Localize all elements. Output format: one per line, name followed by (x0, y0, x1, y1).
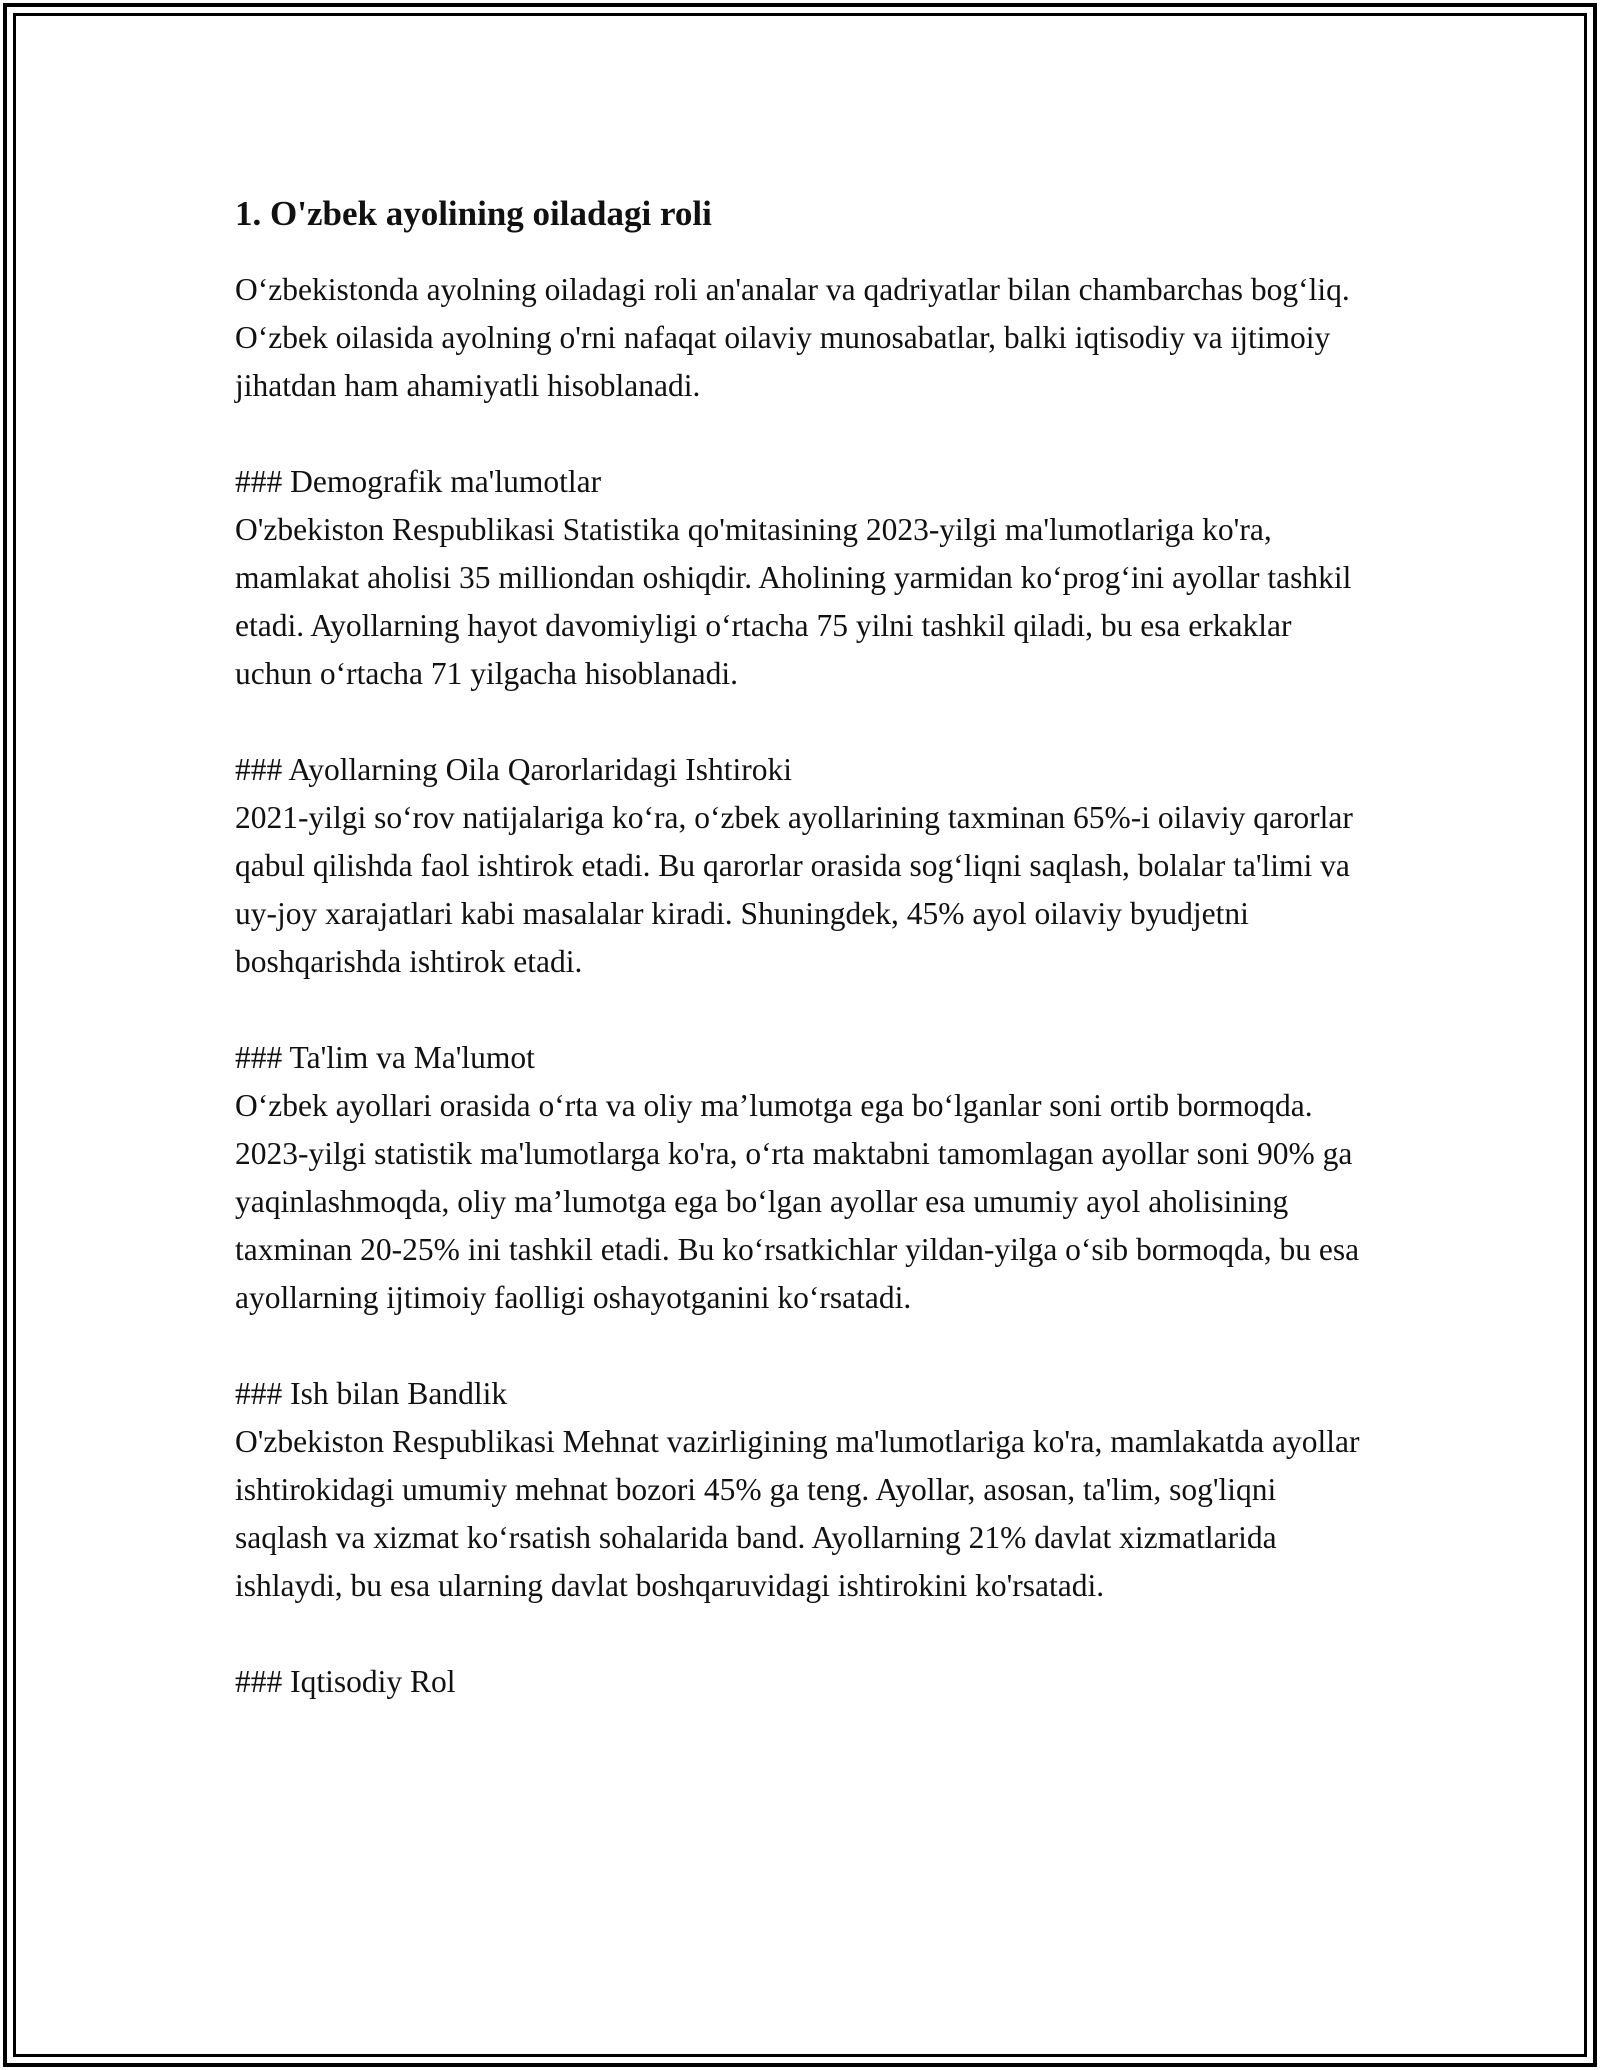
section-paragraph: 2021-yilgi so‘rov natijalariga ko‘ra, o‘zbek ayollarining taxminan 65%-i oilaviy qarorlar qabul qilishda faol ishtirok etadi. Bu qarorlar orasida sog‘liqni saqlash, bolalar ta'limi va uy-joy xarajatlari kabi masalalar kiradi. Shuningdek, 45% ayol oilaviy byudjetni boshqarishda ishtirok etadi. (235, 800, 1353, 979)
section-paragraph: O‘zbek ayollari orasida o‘rta va oliy ma’lumotga ega bo‘lganlar soni ortib bormoqda. 2023-yilgi statistik ma'lumotlarga ko'ra, o‘rta maktabni tamomlagan ayollar soni 90% ga yaqinlashmoqda, oliy ma’lumotga ega bo‘lgan ayollar esa umumiy ayol aholisining taxminan 20-25% ini tashkil etadi. Bu ko‘rsatkichlar yildan-yilga o‘sib bormoqda, bu esa ayollarning ijtimoiy faolligi oshayotganini ko‘rsatadi. (235, 1088, 1360, 1315)
intro-paragraph: O‘zbekistonda ayolning oiladagi roli an'analar va qadriyatlar bilan chambarchas bog‘liq. O‘zbek oilasida ayolning o'rni nafaqat oilaviy munosabatlar, balki iqtisodiy va ijtimoiy jihatdan ham ahamiyatli hisoblanadi. (235, 272, 1350, 403)
section-economic-role (235, 1658, 1365, 1706)
section-heading: ### Iqtisodiy Rol (235, 1664, 456, 1699)
section-heading: ### Ayollarning Oila Qarorlaridagi Ishtiroki (235, 752, 792, 787)
section-family-decisions (235, 746, 1365, 986)
section-education (235, 1034, 1365, 1322)
document-body (235, 188, 1365, 1706)
section-demographics (235, 458, 1365, 698)
section-employment (235, 1370, 1365, 1610)
section-heading: ### Ish bilan Bandlik (235, 1376, 508, 1411)
section-heading: ### Demografik ma'lumotlar (235, 464, 602, 499)
section-paragraph: O'zbekiston Respublikasi Mehnat vazirligining ma'lumotlariga ko'ra, mamlakatda ayollar ishtirokidagi umumiy mehnat bozori 45% ga teng. Ayollar, asosan, ta'lim, sog'liqni saqlash va xizmat ko‘rsatish sohalarida band. Ayollarning 21% davlat xizmatlarida ishlaydi, bu esa ularning davlat boshqaruvidagi ishtirokini ko'rsatadi. (235, 1424, 1360, 1603)
document-title: 1. O'zbek ayolining oiladagi roli (235, 194, 712, 233)
section-paragraph: O'zbekiston Respublikasi Statistika qo'mitasining 2023-yilgi ma'lumotlariga ko'ra, mamlakat aholisi 35 milliondan oshiqdir. Aholining yarmidan ko‘prog‘ini ayollar tashkil etadi. Ayollarning hayot davomiyligi o‘rtacha 75 yilni tashkil qiladi, bu esa erkaklar uchun o‘rtacha 71 yilgacha hisoblanadi. (235, 512, 1352, 691)
section-heading: ### Ta'lim va Ma'lumot (235, 1040, 535, 1075)
